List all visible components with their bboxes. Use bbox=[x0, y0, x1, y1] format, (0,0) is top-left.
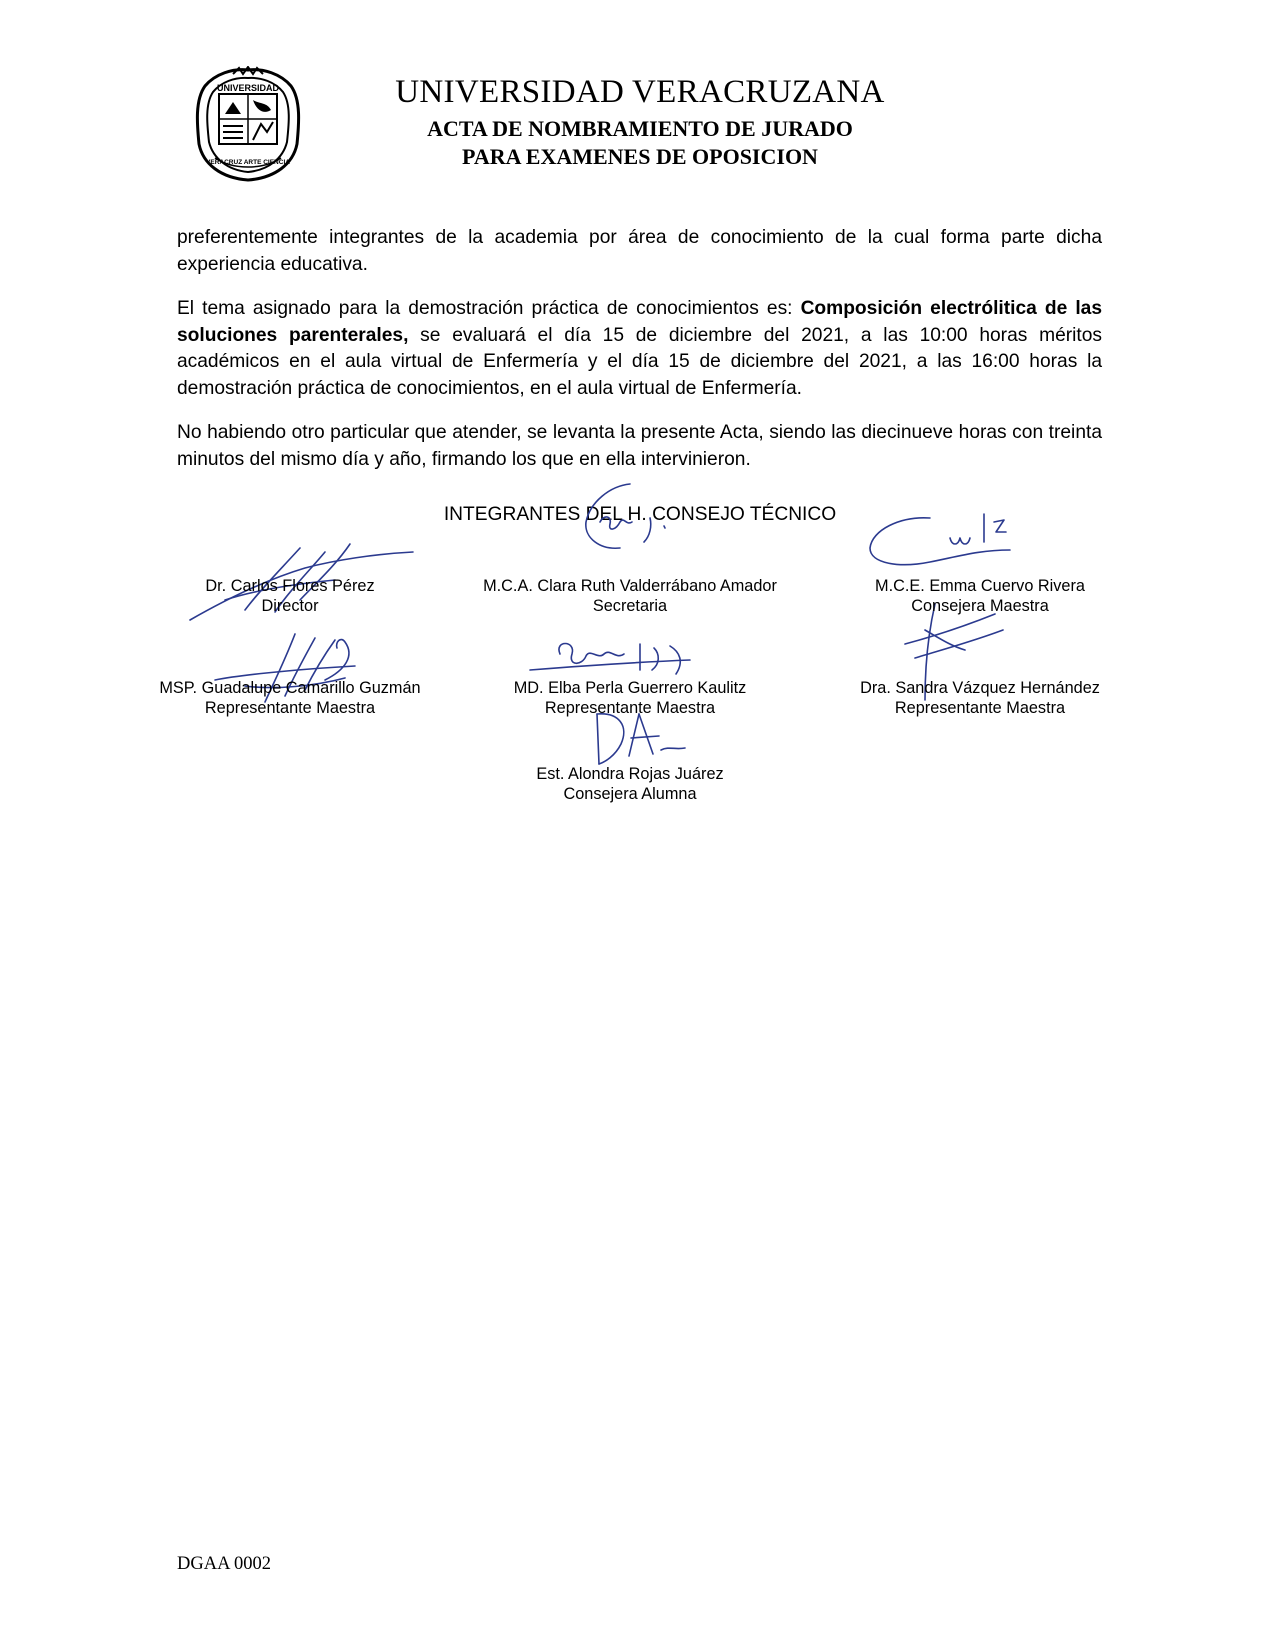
tema-topic: Composición electrólitica de las soluciones parenterales, bbox=[177, 298, 1102, 346]
document-code: DGAA 0002 bbox=[177, 1554, 272, 1574]
acta-title: ACTA DE NOMBRAMIENTO DE JURADO bbox=[427, 116, 853, 141]
signer-name: M.C.A. Clara Ruth Valderrábano Amador bbox=[483, 577, 777, 595]
university-seal-logo bbox=[193, 66, 303, 184]
paragraph-tema bbox=[177, 296, 1102, 402]
seal-top-text: UNIVERSIDAD bbox=[216, 83, 280, 93]
signer-consejera-maestra bbox=[770, 576, 1190, 616]
signer-name: Dra. Sandra Vázquez Hernández bbox=[860, 679, 1100, 697]
acta-subtitle: PARA EXAMENES DE OPOSICION bbox=[462, 144, 818, 169]
signer-role: Consejera Maestra bbox=[911, 597, 1049, 615]
university-name: UNIVERSIDAD VERACRUZANA bbox=[395, 74, 885, 110]
signer-representante-3 bbox=[770, 678, 1190, 718]
signer-role: Representante Maestra bbox=[204, 699, 376, 717]
signer-name: M.C.E. Emma Cuervo Rivera bbox=[875, 577, 1085, 595]
paragraph-cierre: No habiendo otro particular que atender, se levanta la presente Acta, siendo las diecinueve horas con treinta minutos del mismo día y año, firmando los que en ella intervinieron. bbox=[177, 422, 1102, 470]
tema-prefix: El tema asignado para la demostración práctica de conocimientos es: bbox=[177, 298, 801, 319]
signer-role: Secretaria bbox=[592, 597, 668, 615]
tema-suffix: se evaluará el día 15 de diciembre del 2021, a las 10:00 horas méritos académicos en el aula virtual de Enfermería y el día 15 de diciembre del 2021, a las 16:00 horas la demostración práctica de conocimientos, en el aula virtual de Enfermería. bbox=[177, 324, 1102, 399]
signer-name: Est. Alondra Rojas Juárez bbox=[536, 765, 724, 783]
signer-name: Dr. Carlos Flores Pérez bbox=[205, 577, 375, 595]
signer-role: Representante Maestra bbox=[894, 699, 1066, 717]
signer-name: MSP. Guadalupe Camarillo Guzmán bbox=[159, 679, 421, 697]
signer-consejera-alumna bbox=[420, 764, 840, 804]
signer-role: Consejera Alumna bbox=[563, 785, 697, 803]
signer-name: MD. Elba Perla Guerrero Kaulitz bbox=[513, 679, 747, 697]
signer-role: Director bbox=[261, 597, 319, 615]
seal-bottom-text: VERACRUZ ARTE CIENCIA bbox=[206, 159, 290, 166]
signer-role: Representante Maestra bbox=[544, 699, 716, 717]
paragraph-academia: preferentemente integrantes de la academia por área de conocimiento de la cual forma parte dicha experiencia educativa. bbox=[177, 227, 1102, 275]
council-heading: INTEGRANTES DEL H. CONSEJO TÉCNICO bbox=[443, 504, 837, 525]
